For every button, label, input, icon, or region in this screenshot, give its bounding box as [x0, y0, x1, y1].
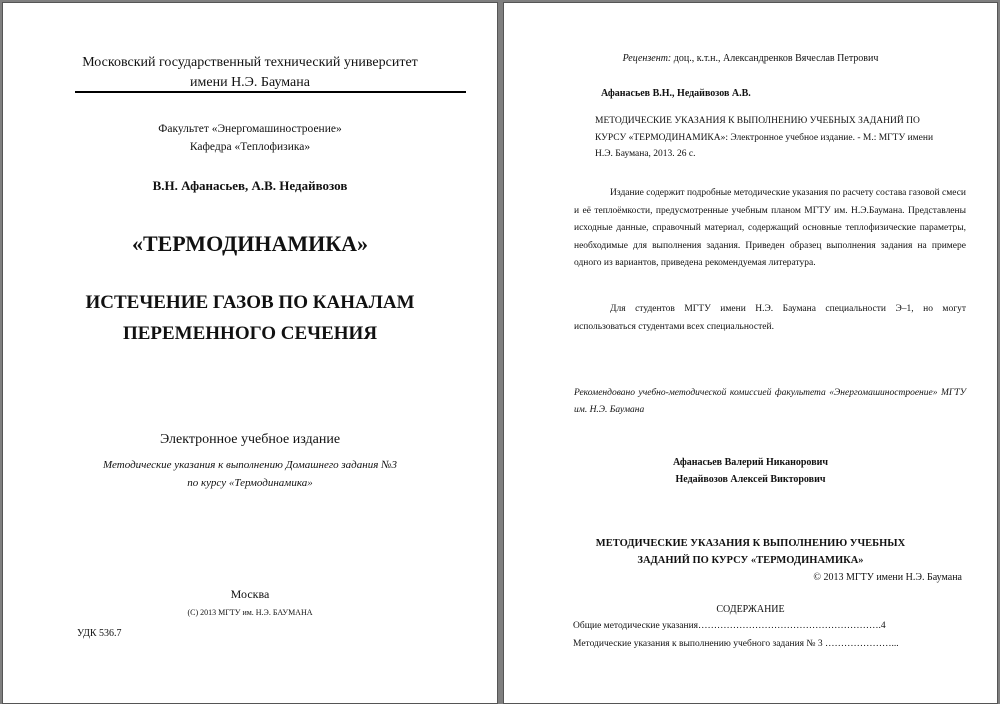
- biblio-line-1: МЕТОДИЧЕСКИЕ УКАЗАНИЯ К ВЫПОЛНЕНИЮ УЧЕБНЫХ ЗАДАНИЙ ПО: [595, 116, 920, 126]
- reviewer-line: [504, 53, 997, 64]
- title-repeat: [504, 535, 997, 569]
- method-line-2: по курсу «Термодинамика»: [187, 477, 313, 489]
- university-line-2: имени Н.Э. Баумана: [190, 75, 310, 90]
- biblio-line-2: КУРСУ «ТЕРМОДИНАМИКА»: Электронное учебное издание. - М.: МГТУ имени: [595, 132, 934, 143]
- toc-item: Методические указания к выполнению учебного задания № 3 …………………...: [573, 639, 899, 649]
- copyright-left: (С) 2013 МГТУ им. Н.Э. БАУМАНА: [187, 608, 313, 617]
- reviewer: доц., к.т.н., Александренков Вячеслав Петрович: [671, 53, 879, 64]
- biblio-line-3: Н.Э. Баумана, 2013. 26 с.: [595, 149, 696, 159]
- bibliographic-entry: [595, 113, 975, 163]
- author-name-1: Афанасьев Валерий Никанорович: [672, 457, 828, 468]
- faculty-block: [3, 120, 497, 156]
- faculty: Факультет «Энергомашиностроение»: [158, 123, 342, 135]
- reviewer-label: Рецензент:: [622, 53, 672, 64]
- edition-type: Электронное учебное издание: [159, 432, 341, 447]
- subtitle-line-2: ПЕРЕМЕННОГО СЕЧЕНИЯ: [122, 323, 378, 344]
- annotation: Издание содержит подробные методические указания по расчету состава газовой смеси и её теплоёмкости, предусмотренные учебным планом МГТУ им. Н.Э.Баумана. Представлены исходные данные, справочный материал, содержащий основные теплофизические параметры, необходимые для выполнения задания. Приведен образец выполнения задания на примере одного из вариантов, приведена рекомендуемая литература.: [574, 188, 966, 268]
- method-note: [3, 456, 497, 492]
- udk-code: УДК 536.7: [77, 628, 122, 639]
- authors-short: Афанасьев В.Н., Недайвозов А.В.: [601, 88, 751, 99]
- book-title: «ТЕРМОДИНАМИКА»: [131, 231, 369, 256]
- university-line-1: Московский государственный технический университет: [82, 55, 418, 70]
- page-left: [2, 2, 498, 704]
- audience-note: Для студентов МГТУ имени Н.Э. Баумана специальности Э–1, но могут использоваться студентами всех специальностей.: [574, 304, 966, 332]
- subtitle-line-1: ИСТЕЧЕНИЕ ГАЗОВ ПО КАНАЛАМ: [85, 292, 415, 313]
- city: Москва: [230, 587, 270, 601]
- toc-title: СОДЕРЖАНИЕ: [716, 604, 785, 615]
- department: Кафедра «Теплофизика»: [189, 141, 311, 153]
- toc-item: Общие методические указания………………………………………………….4: [573, 621, 886, 631]
- title-repeat-line-2: ЗАДАНИЙ ПО КУРСУ «ТЕРМОДИНАМИКА»: [637, 555, 864, 566]
- page-right: [503, 2, 998, 704]
- university-name: [3, 53, 497, 93]
- recommendation: Рекомендовано учебно-методической комиссией факультета «Энергомашиностроение» МГТУ им. Н.Э. Баумана: [574, 388, 966, 415]
- authors: В.Н. Афанасьев, А.В. Недайвозов: [152, 178, 348, 193]
- title-repeat-line-1: МЕТОДИЧЕСКИЕ УКАЗАНИЯ К ВЫПОЛНЕНИЮ УЧЕБНЫХ: [595, 538, 906, 549]
- author-name-2: Недайвозов Алексей Викторович: [675, 474, 826, 485]
- method-line-1: Методические указания к выполнению Домашнего задания №3: [103, 459, 397, 471]
- author-full-names: [504, 454, 997, 488]
- copyright-right: © 2013 МГТУ имени Н.Э. Баумана: [813, 572, 962, 583]
- header-rule: [75, 91, 466, 93]
- book-subtitle: [3, 287, 497, 349]
